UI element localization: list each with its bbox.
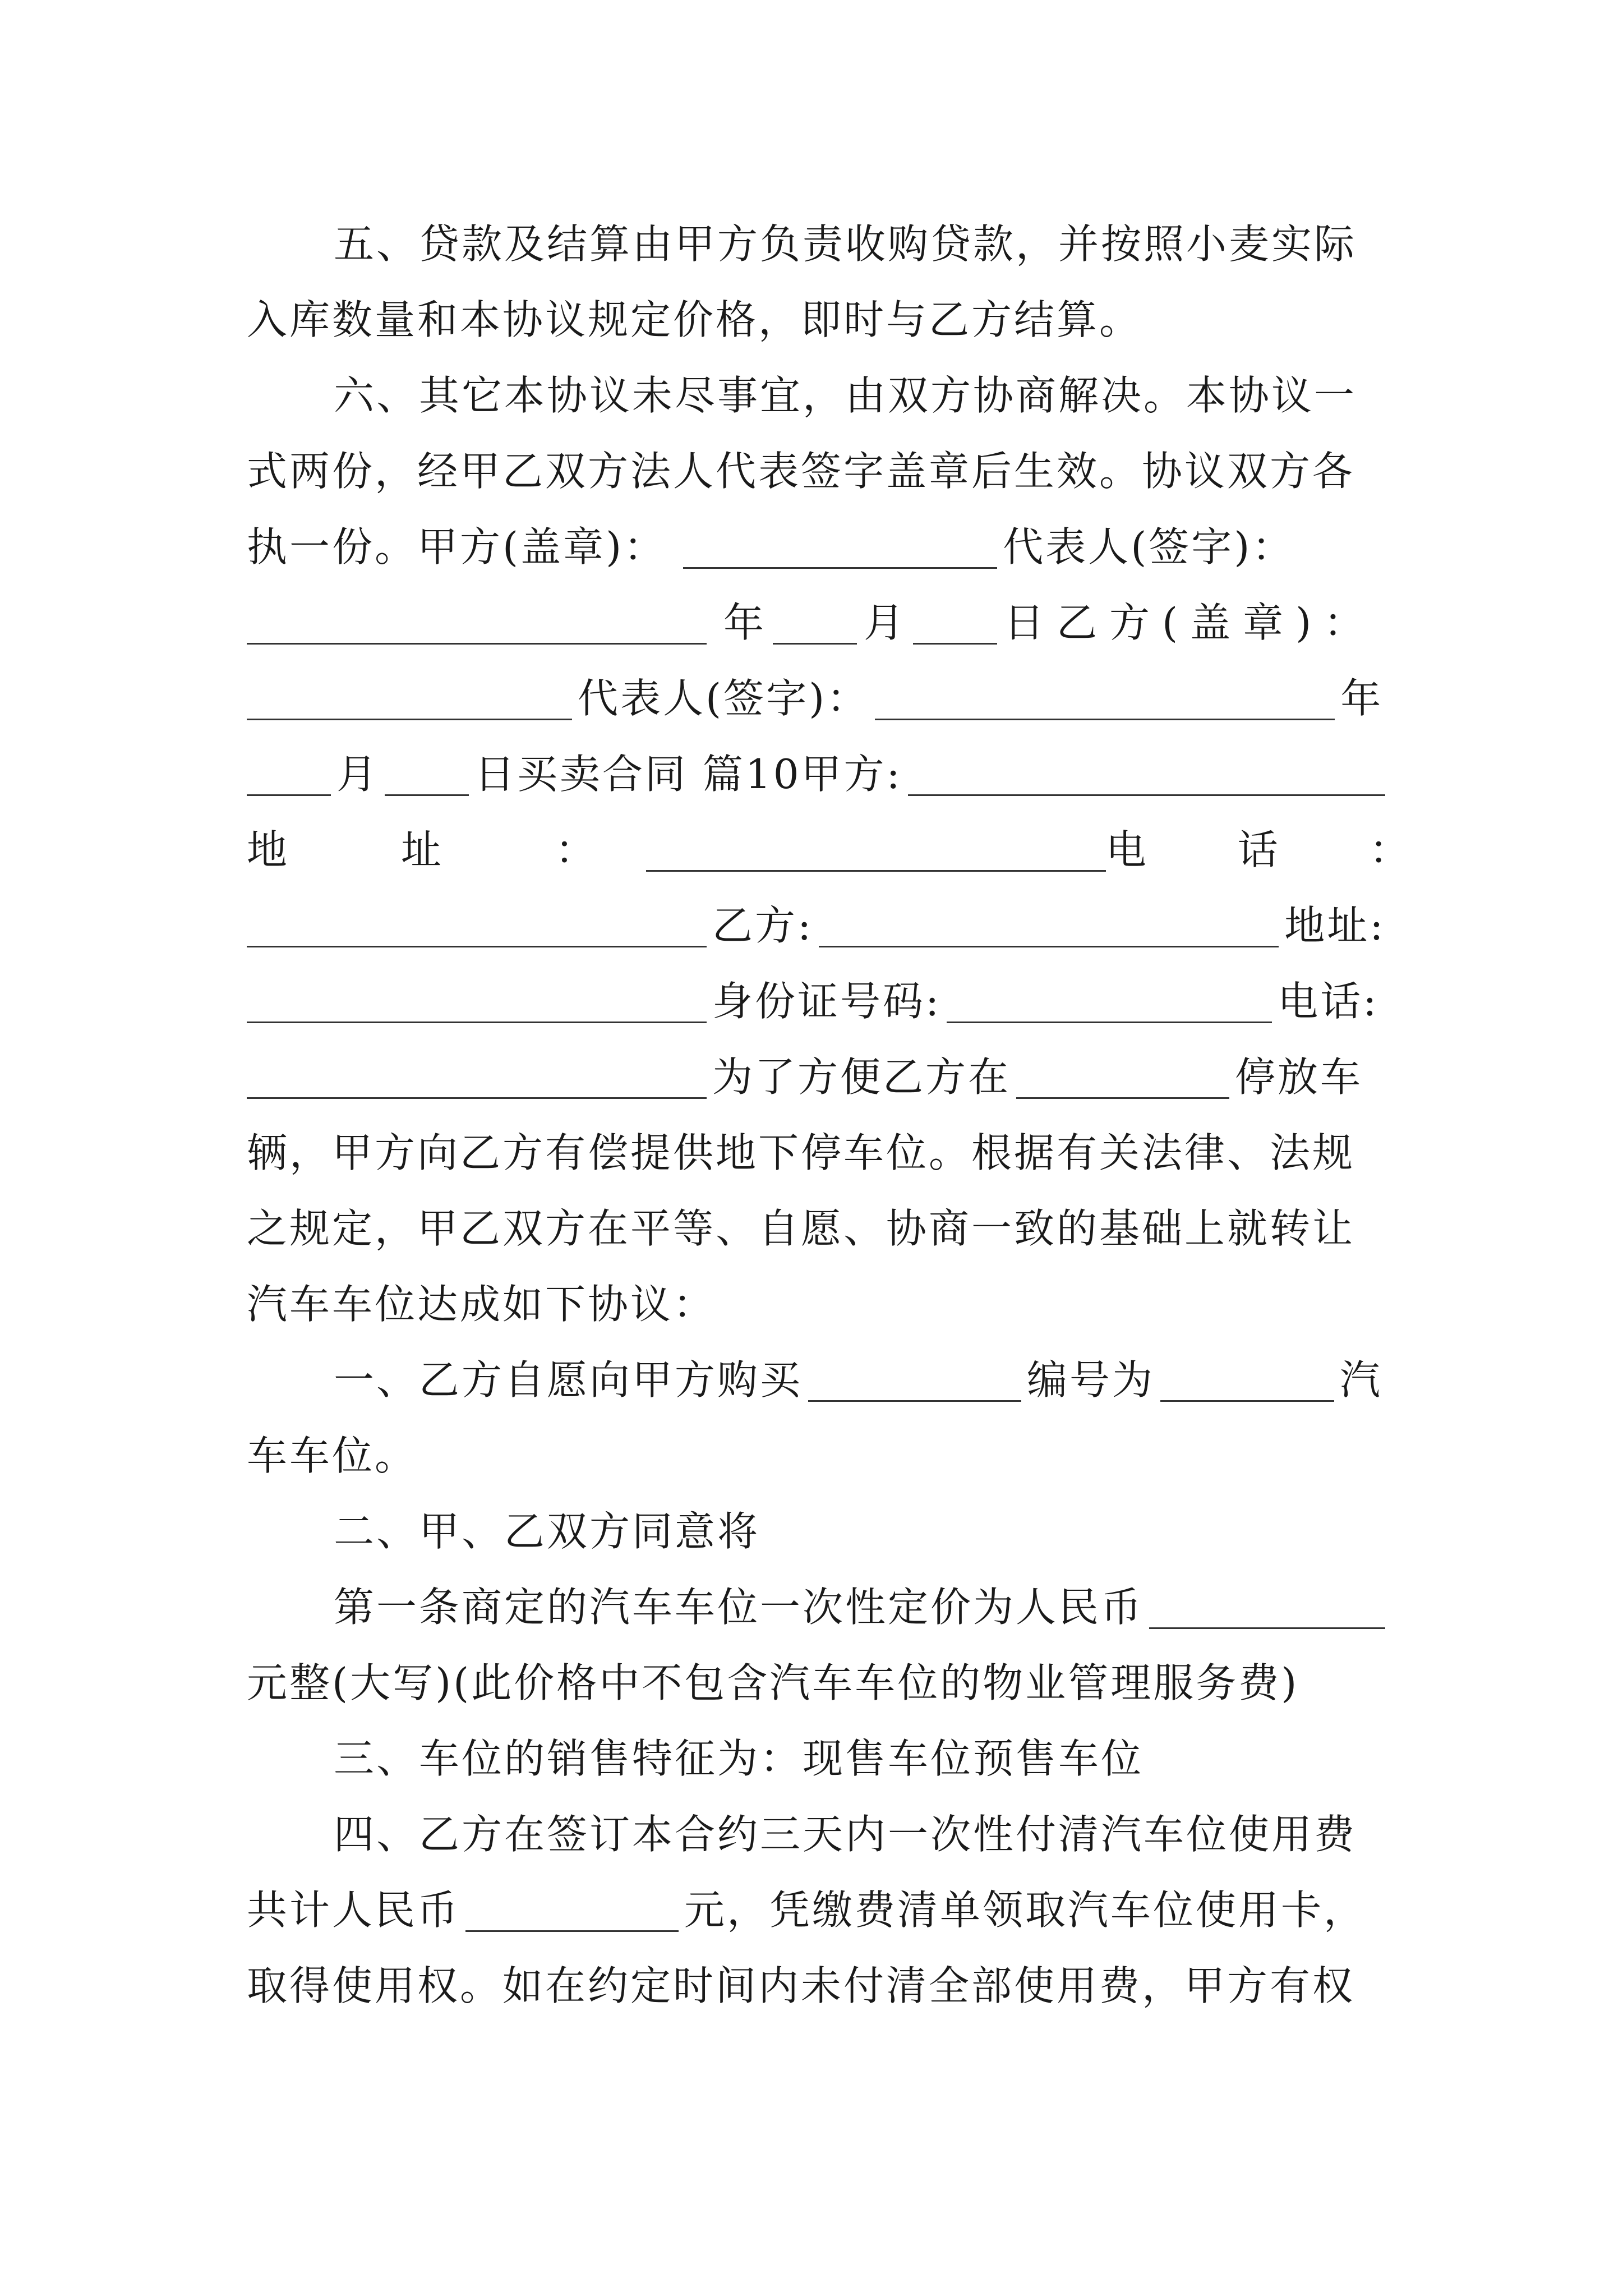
phone-label: 电话:: [1278, 978, 1379, 1025]
day-blank: [385, 753, 469, 796]
space-number-blank: [1160, 1359, 1334, 1402]
year-label: 年: [723, 599, 767, 646]
phone-label: 电 话 ：: [1105, 826, 1449, 873]
party-a-rep-blank: [247, 601, 707, 645]
phone-blank: [247, 904, 707, 947]
month-blank: [773, 601, 857, 645]
text: 辆，甲方向乙方有偿提供地下停车位。根据有关法律、法规: [247, 1129, 1355, 1176]
text: 入库数量和本协议规定价格，即时与乙方结算。: [247, 296, 1142, 343]
paragraph-5-line-1: [247, 208, 1385, 280]
id-number-blank: [947, 980, 1272, 1023]
location-blank: [1016, 1056, 1229, 1099]
clause-4-line-2: [247, 1874, 1385, 1947]
address-label: 地 址 ：: [247, 826, 646, 873]
paragraph-5-line-2: [247, 283, 1385, 356]
clause-1-line-2: [247, 1419, 1385, 1492]
party-a-address-line: [247, 813, 1449, 886]
body-line: [247, 1268, 1385, 1341]
text: 三、车位的销售特征为：现售车位预售车位: [334, 1735, 1144, 1782]
price-line-2: [247, 1646, 1385, 1719]
purpose-line: [247, 1041, 1385, 1114]
party-b-rep-blank: [875, 677, 1335, 720]
text: 之规定，甲乙双方在平等、自愿、协商一致的基础上就转让: [247, 1205, 1355, 1252]
address-blank: [646, 829, 1106, 872]
text: 取得使用权。如在约定时间内未付清全部使用费，甲方有权: [247, 1962, 1355, 2009]
contract-title-text: 日买卖合同 篇10甲方:: [474, 751, 902, 798]
party-b-name-blank: [819, 904, 1279, 947]
contract-title-line: [247, 738, 1385, 811]
day-blank: [913, 601, 997, 645]
id-number-label: 身份证号码:: [712, 978, 942, 1025]
text: 停放车: [1235, 1053, 1363, 1101]
clause-2-line: [247, 1495, 1385, 1568]
phone-blank: [247, 1056, 707, 1099]
party-b-rep-line: [247, 662, 1385, 735]
price-blank: [1149, 1586, 1385, 1629]
text: 第一条商定的汽车车位一次性定价为人民币: [334, 1584, 1144, 1631]
text: 共计人民币: [247, 1887, 460, 1934]
text: 编号为: [1027, 1356, 1155, 1404]
address-blank: [247, 980, 707, 1023]
party-b-seal-blank: [247, 677, 572, 720]
clause-4-line-3: [247, 1949, 1385, 2022]
party-a-name-blank: [908, 753, 1385, 796]
text: 元，凭缴费清单领取汽车位使用卡，: [684, 1887, 1367, 1934]
month-label: 月: [864, 599, 907, 646]
text: 车车位。: [247, 1432, 418, 1479]
clause-3-line: [247, 1722, 1385, 1795]
clause-4-line: [247, 1798, 1385, 1871]
party-b-id-line: [247, 965, 1385, 1038]
text: 汽车车位达成如下协议：: [247, 1281, 716, 1328]
body-line: [247, 1116, 1385, 1189]
party-b-seal-label: 日乙方(盖章)：: [1004, 599, 1377, 646]
text: 四、乙方在签订本合约三天内一次性付清汽车位使用费: [334, 1811, 1357, 1858]
clause-1-line: [247, 1343, 1385, 1416]
text: 为了方便乙方在: [712, 1053, 1011, 1101]
party-b-label: 乙方:: [712, 902, 814, 949]
text: 式两份，经甲乙双方法人代表签字盖章后生效。协议双方各: [247, 448, 1355, 495]
party-a-rep-label: 代表人(签字)：: [1003, 523, 1295, 570]
paragraph-6-line-1: [247, 359, 1385, 432]
party-b-line: [247, 889, 1385, 962]
text: 元整(大写)(此价格中不包含汽车车位的物业管理服务费): [247, 1659, 1299, 1706]
party-b-rep-label: 代表人(签字)：: [578, 675, 870, 722]
text: 六、其它本协议未尽事宜，由双方协商解决。本协议一: [334, 372, 1357, 419]
paragraph-6-line-2: [247, 435, 1385, 508]
price-line: [247, 1571, 1385, 1644]
text: 一、乙方自愿向甲方购买: [334, 1356, 803, 1404]
party-a-seal-line: [247, 510, 1385, 583]
text: 五、贷款及结算由甲方负责收购贷款，并按照小麦实际: [334, 220, 1357, 268]
address-label: 地址:: [1284, 902, 1386, 949]
location-blank: [808, 1359, 1021, 1402]
amount-blank: [465, 1889, 679, 1932]
month-label: 月: [336, 751, 380, 798]
body-line: [247, 1192, 1385, 1265]
party-a-seal-blank: [683, 526, 997, 569]
month-blank: [247, 753, 331, 796]
party-a-seal-label: 执一份。甲方(盖章)：: [247, 523, 667, 570]
text: 汽: [1340, 1356, 1383, 1404]
party-a-date-line: [247, 586, 1385, 659]
year-label: 年: [1340, 675, 1384, 722]
text: 二、甲、乙双方同意将: [334, 1508, 760, 1555]
